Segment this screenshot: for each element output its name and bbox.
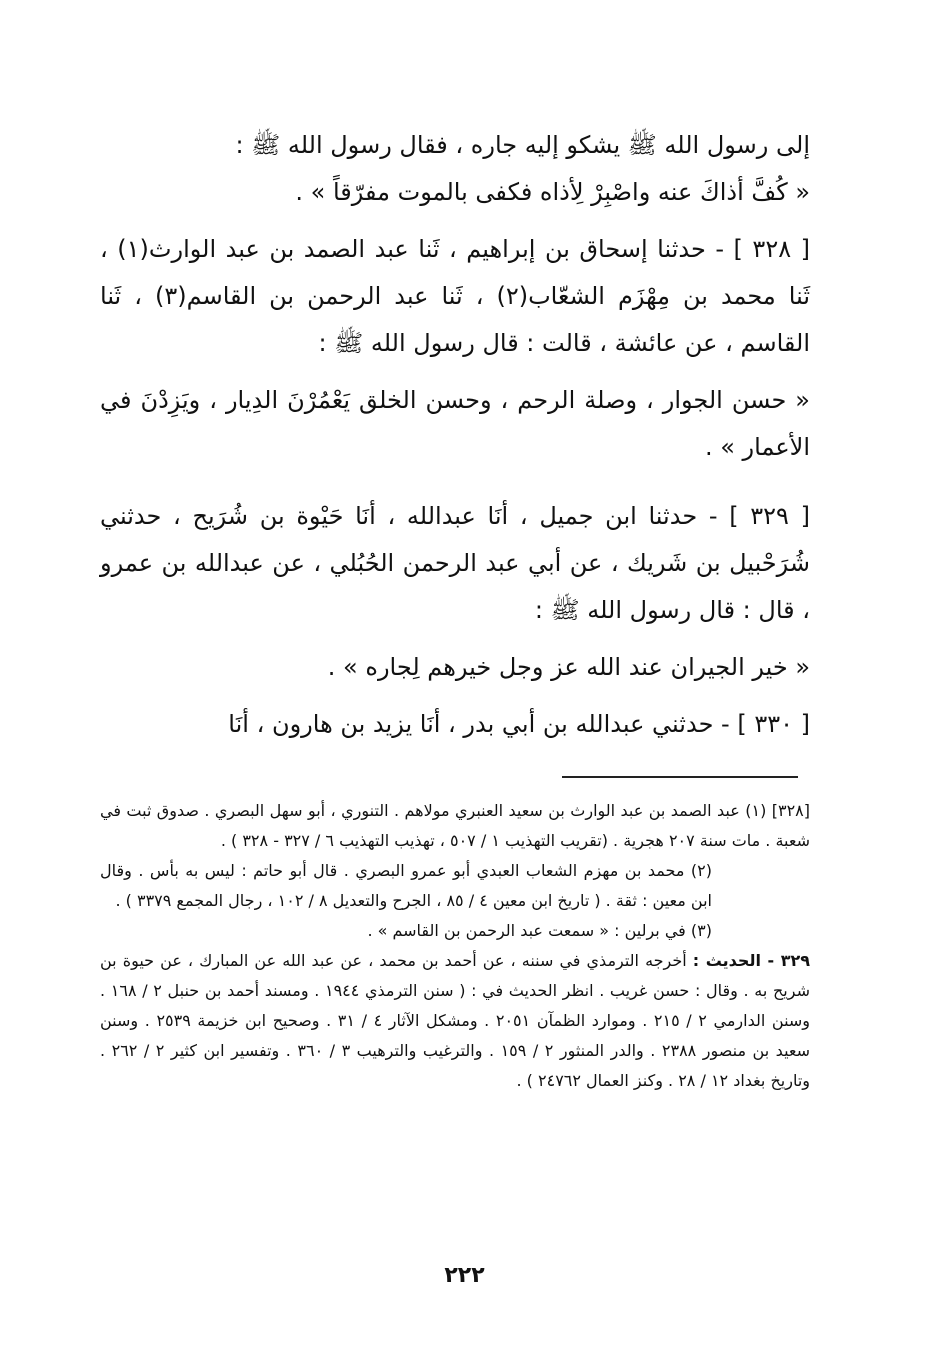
hadith-quote-328: « حسن الجوار ، وصلة الرحم ، وحسن الخلق يَعْمُرْنَ الدِيار ، ويَزِدْنَ في الأعمار » . xyxy=(100,386,810,461)
paragraph-intro: إلى رسول الله ﷺ يشكو إليه جاره ، فقال رسول الله ﷺ : xyxy=(235,131,810,159)
hadith-chain-328: [ ٣٢٨ ] - حدثنا إسحاق بن إبراهيم ، ثَنا عبد الصمد بن عبد الوارث(١) ، ثَنا محمد بن مِهْزَم الشعّاب(٢) ، ثَنا عبد الرحمن بن القاسم(٣) ، ثَنا القاسم ، عن عائشة ، قالت : قال رسول الله ﷺ : xyxy=(100,235,811,357)
hadith-quote-327: « كُفَّ أذاكَ عنه واصْبِرْ لِأذاه فكفى بالموت مفرّقاً » . xyxy=(295,178,810,206)
footnote-hadith-329 xyxy=(100,946,810,1096)
footnotes-section xyxy=(100,796,810,1096)
footnote-hadith-329-label: ٣٢٩ - الحديث : xyxy=(692,951,810,970)
hadith-quote-329: « خير الجيران عند الله عز وجل خيرهم لِجاره » . xyxy=(327,653,810,681)
hadith-chain-330: [ ٣٣٠ ] - حدثني عبدالله بن أبي بدر ، أنَا يزيد بن هارون ، أنَا xyxy=(228,710,810,738)
footnote-1: [٣٢٨] (١) عبد الصمد بن عبد الوارث بن سعيد العنبري مولاهم . التنوري ، أبو سهل البصري . صدوق ثبت في شعبة . مات سنة ٢٠٧ هجرية . (تقريب التهذيب ١ / ٥٠٧ ، تهذيب التهذيب ٦ / ٣٢٧ - ٣٢٨ ) . xyxy=(100,801,810,850)
footnote-3: (٣) في برلين : « سمعت عبد الرحمن بن القاسم » . xyxy=(367,921,712,940)
hadith-chain-329: [ ٣٢٩ ] - حدثنا ابن جميل ، أنَا عبدالله ، أنَا حَيْوة بن شُرَيح ، حدثني شُرَحْبيل بن شَريك ، عن أبي عبد الرحمن الحُبُلي ، عن عبدالله بن عمرو ، قال : قال رسول الله ﷺ : xyxy=(100,502,810,624)
footnote-divider xyxy=(562,776,798,778)
page-number: ٢٢٢ xyxy=(444,1263,485,1288)
main-text-body xyxy=(100,122,810,748)
footnote-2: (٢) محمد بن مهزم الشعاب العبدي أبو عمرو البصري . قال أبو حاتم : ليس به بأس . وقال ابن معين : ثقة . ( تاريخ ابن معين ٤ / ٨٥ ، الجرح والتعديل ٨ / ١٠٢ ، رجال المجمع ٣٣٧٩ ) . xyxy=(100,861,712,910)
footnote-hadith-329-text: أخرجه الترمذي في سننه ، عن أحمد بن محمد ، عن عبد الله عن المبارك ، عن حيوة بن شريح به . وقال : حسن غريب . انظر الحديث في : ( سنن الترمذي ١٩٤٤ . ومسند أحمد بن حنبل ٢ / ١٦٨ . وسنن الدارمي ٢ / ٢١٥ . وموارد الظمآن ٢٠٥١ . ومشكل الآثار ٤ / ٣١ . وصحيح ابن خزيمة ٢٥٣٩ . وسنن سعيد بن منصور ٢٣٨٨ . والدر المنثور ٢ / ١٥٩ . والترغيب والترهيب ٣ / ٣٦٠ . وتفسير ابن كثير ٢ / ٢٦٢ . وتاريخ بغداد ١٢ / ٢٨ . وكنز العمال ٢٤٧٦٢ ) . xyxy=(100,951,811,1090)
